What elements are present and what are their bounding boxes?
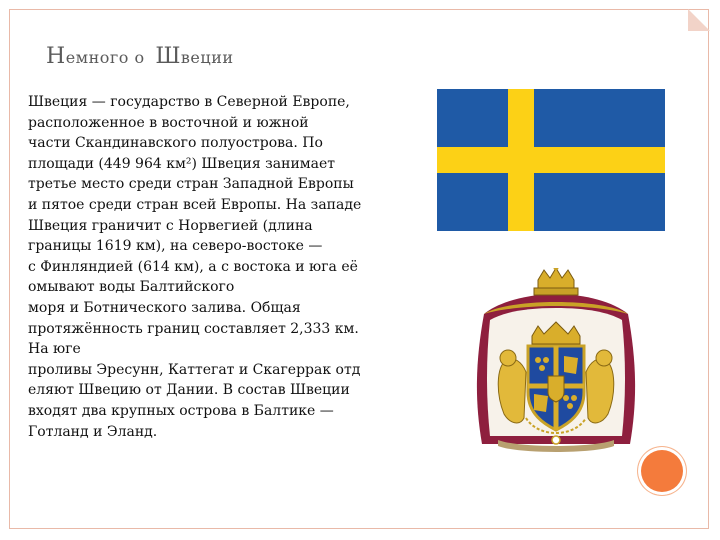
body-line: расположенное в восточной и южной [28,114,309,131]
body-line: моря и Ботнического залива. Общая [28,299,301,316]
body-line: с Финляндией (614 км), а с востока и юга её [28,258,358,275]
body-line: омывают воды Балтийского [28,279,235,296]
body-line: еляют Швецию от Дании. В состав Швеции [28,382,350,399]
page-corner-fold [688,9,710,31]
coat-of-arms-image [468,268,644,454]
body-line: третье место среди стран Западной Европы [28,176,354,193]
body-line: проливы Эресунн, Каттегат и Скагеррак отд [28,361,361,378]
flag-cross-horizontal [437,147,665,173]
body-line: протяжённость границ составляет 2,333 км. [28,320,359,337]
body-line: Готланд и Эланд. [28,423,158,440]
body-line: входят два крупных острова в Балтике — [28,402,334,419]
decorative-orange-circle [638,447,686,495]
sweden-flag-image [437,89,665,231]
body-line: и пятое среди стран всей Европы. На западе [28,196,362,213]
body-line: части Скандинавского полуострова. По [28,135,323,152]
body-line: На юге [28,341,81,358]
slide-body-text [28,92,428,442]
body-line: площади (449 964 км²) Швеция занимает [28,155,336,172]
body-line: Швеция граничит с Норвегией (длина [28,217,313,234]
slide-title: Немного о Швеции [46,44,234,69]
body-line: Швеция — государство в Северной Европе, [28,94,350,110]
body-line: границы 1619 км), на северо-востоке — [28,238,323,255]
